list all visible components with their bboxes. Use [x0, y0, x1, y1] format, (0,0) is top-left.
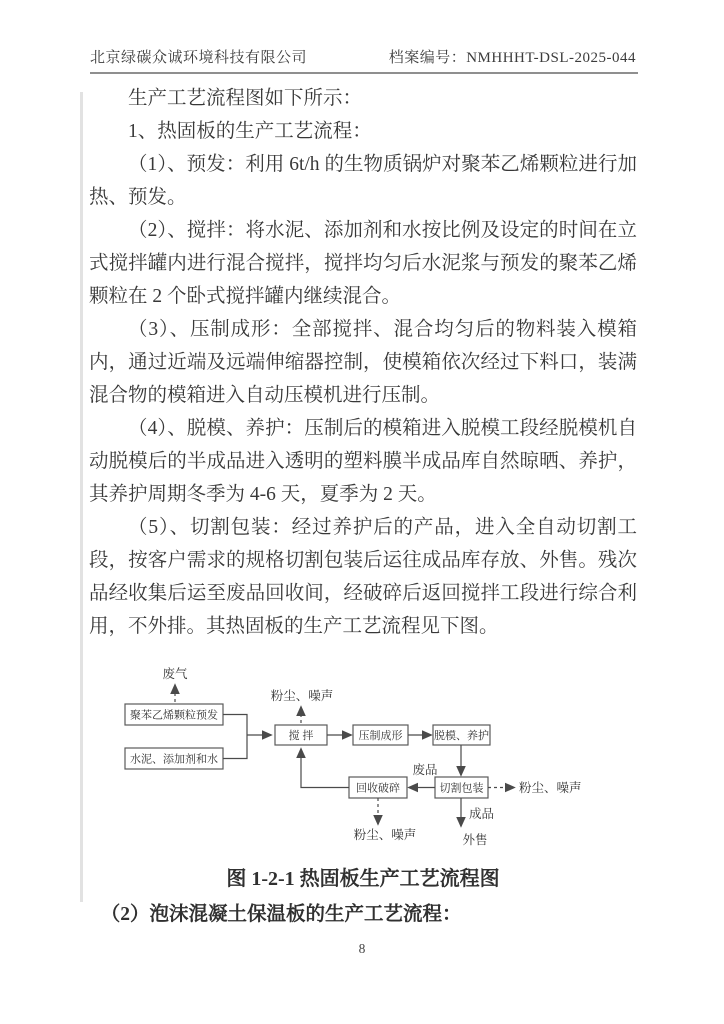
page-header	[90, 46, 636, 67]
figure-caption: 图 1-2-1 热固板生产工艺流程图	[226, 868, 500, 890]
header-archive-number	[389, 46, 636, 67]
node-cut-label: 切割包装	[439, 782, 484, 795]
process-flow-diagram	[95, 658, 655, 862]
recycle-to-mix-arrow	[301, 749, 349, 788]
dust-noise-mix-label: 粉尘、噪声	[270, 689, 334, 703]
header-rule	[90, 72, 638, 74]
dust-noise-cut-label: 粉尘、噪声	[519, 781, 582, 795]
dust-noise-recycle-label: 粉尘、噪声	[353, 828, 417, 842]
sale-label: 外售	[462, 833, 488, 847]
input-junction-line	[223, 715, 247, 759]
next-section-heading: （2）泡沫混凝土保温板的生产工艺流程：	[100, 904, 462, 925]
header-company-name: 北京绿碳众诚环境科技有限公司	[90, 50, 308, 66]
paragraph-step-3: （3）、压制成形：全部搅拌、混合均匀后的物料装入模箱内，通过近端及远端伸缩器控制，使模箱依次经过下料口，装满混合物的模箱进入自动压模机进行压制。	[89, 319, 637, 406]
archive-number-value: NMHHHT-DSL-2025-044	[466, 50, 636, 66]
waste-gas-label: 废气	[162, 667, 188, 681]
paragraph-section-1: 1、热固板的生产工艺流程：	[128, 121, 372, 142]
paragraph-step-4: （4）、脱模、养护：压制后的模箱进入脱模工段经脱模机自动脱模后的半成品进入透明的塑料膜半成品库自然晾晒、养护，其养护周期冬季为 4-6 天，夏季为 2 天。	[89, 418, 637, 505]
finished-product-label: 成品	[469, 807, 495, 821]
node-materials-label: 水泥、添加剂和水	[130, 753, 218, 766]
node-pre-expand-label: 聚苯乙烯颗粒预发	[130, 709, 218, 722]
node-mix-label: 搅 拌	[288, 730, 314, 742]
paragraph-step-1: （1）、预发：利用 6t/h 的生物质锅炉对聚苯乙烯颗粒进行加热、预发。	[89, 154, 637, 208]
paragraph-step-5: （5）、切割包装：经过养护后的产品，进入全自动切割工段，按客户需求的规格切割包装后运往成品库存放、外售。残次品经收集后运至废品回收间，经破碎后返回搅拌工段进行综合利用，不外排。其热固板的生产工艺流程见下图。	[89, 517, 637, 637]
scan-edge-shadow	[80, 92, 83, 902]
scrap-label: 废品	[412, 763, 438, 777]
body-text	[89, 82, 637, 643]
paragraph-intro: 生产工艺流程图如下所示：	[128, 88, 363, 109]
node-recycle-label: 回收破碎	[356, 782, 400, 795]
page-number: 8	[358, 941, 366, 956]
archive-number-label: 档案编号：	[388, 50, 467, 66]
node-press-label: 压制成形	[358, 730, 403, 742]
node-demold-label: 脱模、养护	[434, 730, 489, 742]
paragraph-step-2: （2）、搅拌：将水泥、添加剂和水按比例及设定的时间在立式搅拌罐内进行混合搅拌，搅拌均匀后水泥浆与预发的聚苯乙烯颗粒在 2 个卧式搅拌罐内继续混合。	[89, 220, 637, 307]
